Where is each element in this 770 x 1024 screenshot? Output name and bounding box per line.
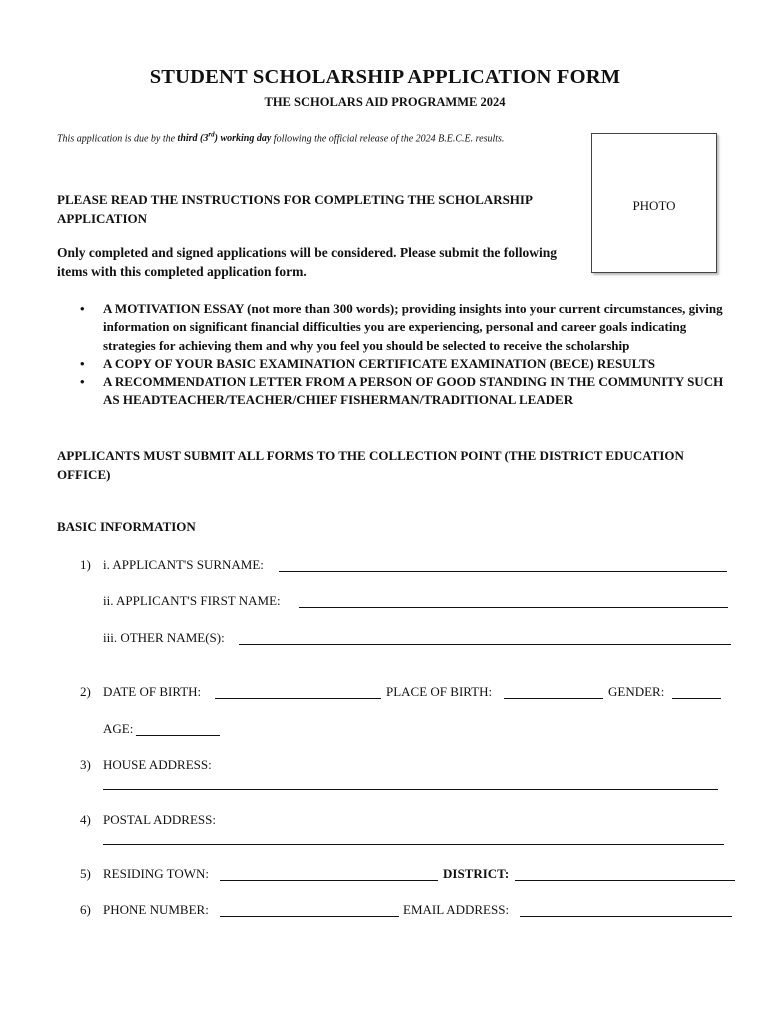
gender-field[interactable] (672, 698, 721, 699)
item-number-6: 6) (80, 902, 91, 917)
photo-label: PHOTO (632, 198, 676, 213)
list-item: • A RECOMMENDATION LETTER FROM A PERSON OF GOOD STANDING IN THE COMMUNITY SUCH AS HEADTEACHER/TEACHER/CHIEF FISHERMAN/TRADITIONAL LEADER (80, 373, 740, 410)
basic-info-heading: BASIC INFORMATION (57, 519, 196, 534)
photo-box[interactable] (591, 133, 717, 273)
place-of-birth-label: PLACE OF BIRTH: (386, 684, 493, 699)
gender-label: GENDER: (608, 684, 665, 699)
place-of-birth-field[interactable] (504, 698, 603, 699)
item-number-2: 2) (80, 684, 91, 699)
requirement-text: Only completed and signed applications will be considered. Please submit the following items with this completed application form. (57, 245, 558, 279)
list-item: • A COPY OF YOUR BASIC EXAMINATION CERTIFICATE EXAMINATION (BECE) RESULTS (80, 355, 740, 373)
deadline-sup: rd (208, 131, 215, 139)
other-names-field[interactable] (239, 644, 731, 645)
email-label: EMAIL ADDRESS: (403, 902, 510, 917)
item-number-1: 1) (80, 557, 91, 572)
dob-label: DATE OF BIRTH: (103, 684, 202, 699)
house-address-label: HOUSE ADDRESS: (103, 757, 212, 772)
email-field[interactable] (520, 916, 732, 917)
other-names-label: iii. OTHER NAME(S): (103, 630, 225, 645)
district-label: DISTRICT: (443, 866, 510, 881)
residing-town-field[interactable] (220, 880, 438, 881)
phone-label: PHONE NUMBER: (103, 902, 209, 917)
surname-field[interactable] (279, 571, 727, 572)
phone-field[interactable] (220, 916, 399, 917)
list-item: • A MOTIVATION ESSAY (not more than 300 words); providing insights into your current circumstances, giving information on significant financial difficulties you are experiencing, personal and career goals indicating strategies for achieving them and why you feel you should be selected to receive the scholarship (80, 300, 740, 355)
required-items-list (80, 300, 740, 410)
age-field[interactable] (136, 735, 220, 736)
residing-town-label: RESIDING TOWN: (103, 866, 210, 881)
programme-subtitle: THE SCHOLARS AID PROGRAMME 2024 (264, 95, 506, 109)
item-number-4: 4) (80, 812, 91, 827)
house-address-field[interactable] (103, 789, 718, 790)
deadline-note-suffix: following the official release of the 2024 B.E.C.E. results. (271, 133, 505, 145)
postal-address-field[interactable] (103, 844, 724, 845)
item-number-3: 3) (80, 757, 91, 772)
deadline-bold: third (3 (177, 133, 209, 145)
first-name-label: ii. APPLICANT'S FIRST NAME: (103, 593, 281, 608)
item-number-5: 5) (80, 866, 91, 881)
age-label: AGE: (103, 721, 134, 736)
form-title: STUDENT SCHOLARSHIP APPLICATION FORM (149, 66, 621, 88)
instructions-heading: PLEASE READ THE INSTRUCTIONS FOR COMPLETING THE SCHOLARSHIP APPLICATION (57, 192, 533, 226)
postal-address-label: POSTAL ADDRESS: (103, 812, 216, 827)
deadline-bold-end: ) working day (214, 133, 272, 145)
deadline-note (57, 128, 577, 146)
deadline-note-prefix: This application is due by the (57, 133, 178, 145)
district-field[interactable] (515, 880, 735, 881)
submission-note: APPLICANTS MUST SUBMIT ALL FORMS TO THE COLLECTION POINT (THE DISTRICT EDUCATION OFFICE) (57, 448, 684, 482)
first-name-field[interactable] (299, 607, 728, 608)
dob-field[interactable] (215, 698, 381, 699)
surname-label: i. APPLICANT'S SURNAME: (103, 557, 264, 572)
